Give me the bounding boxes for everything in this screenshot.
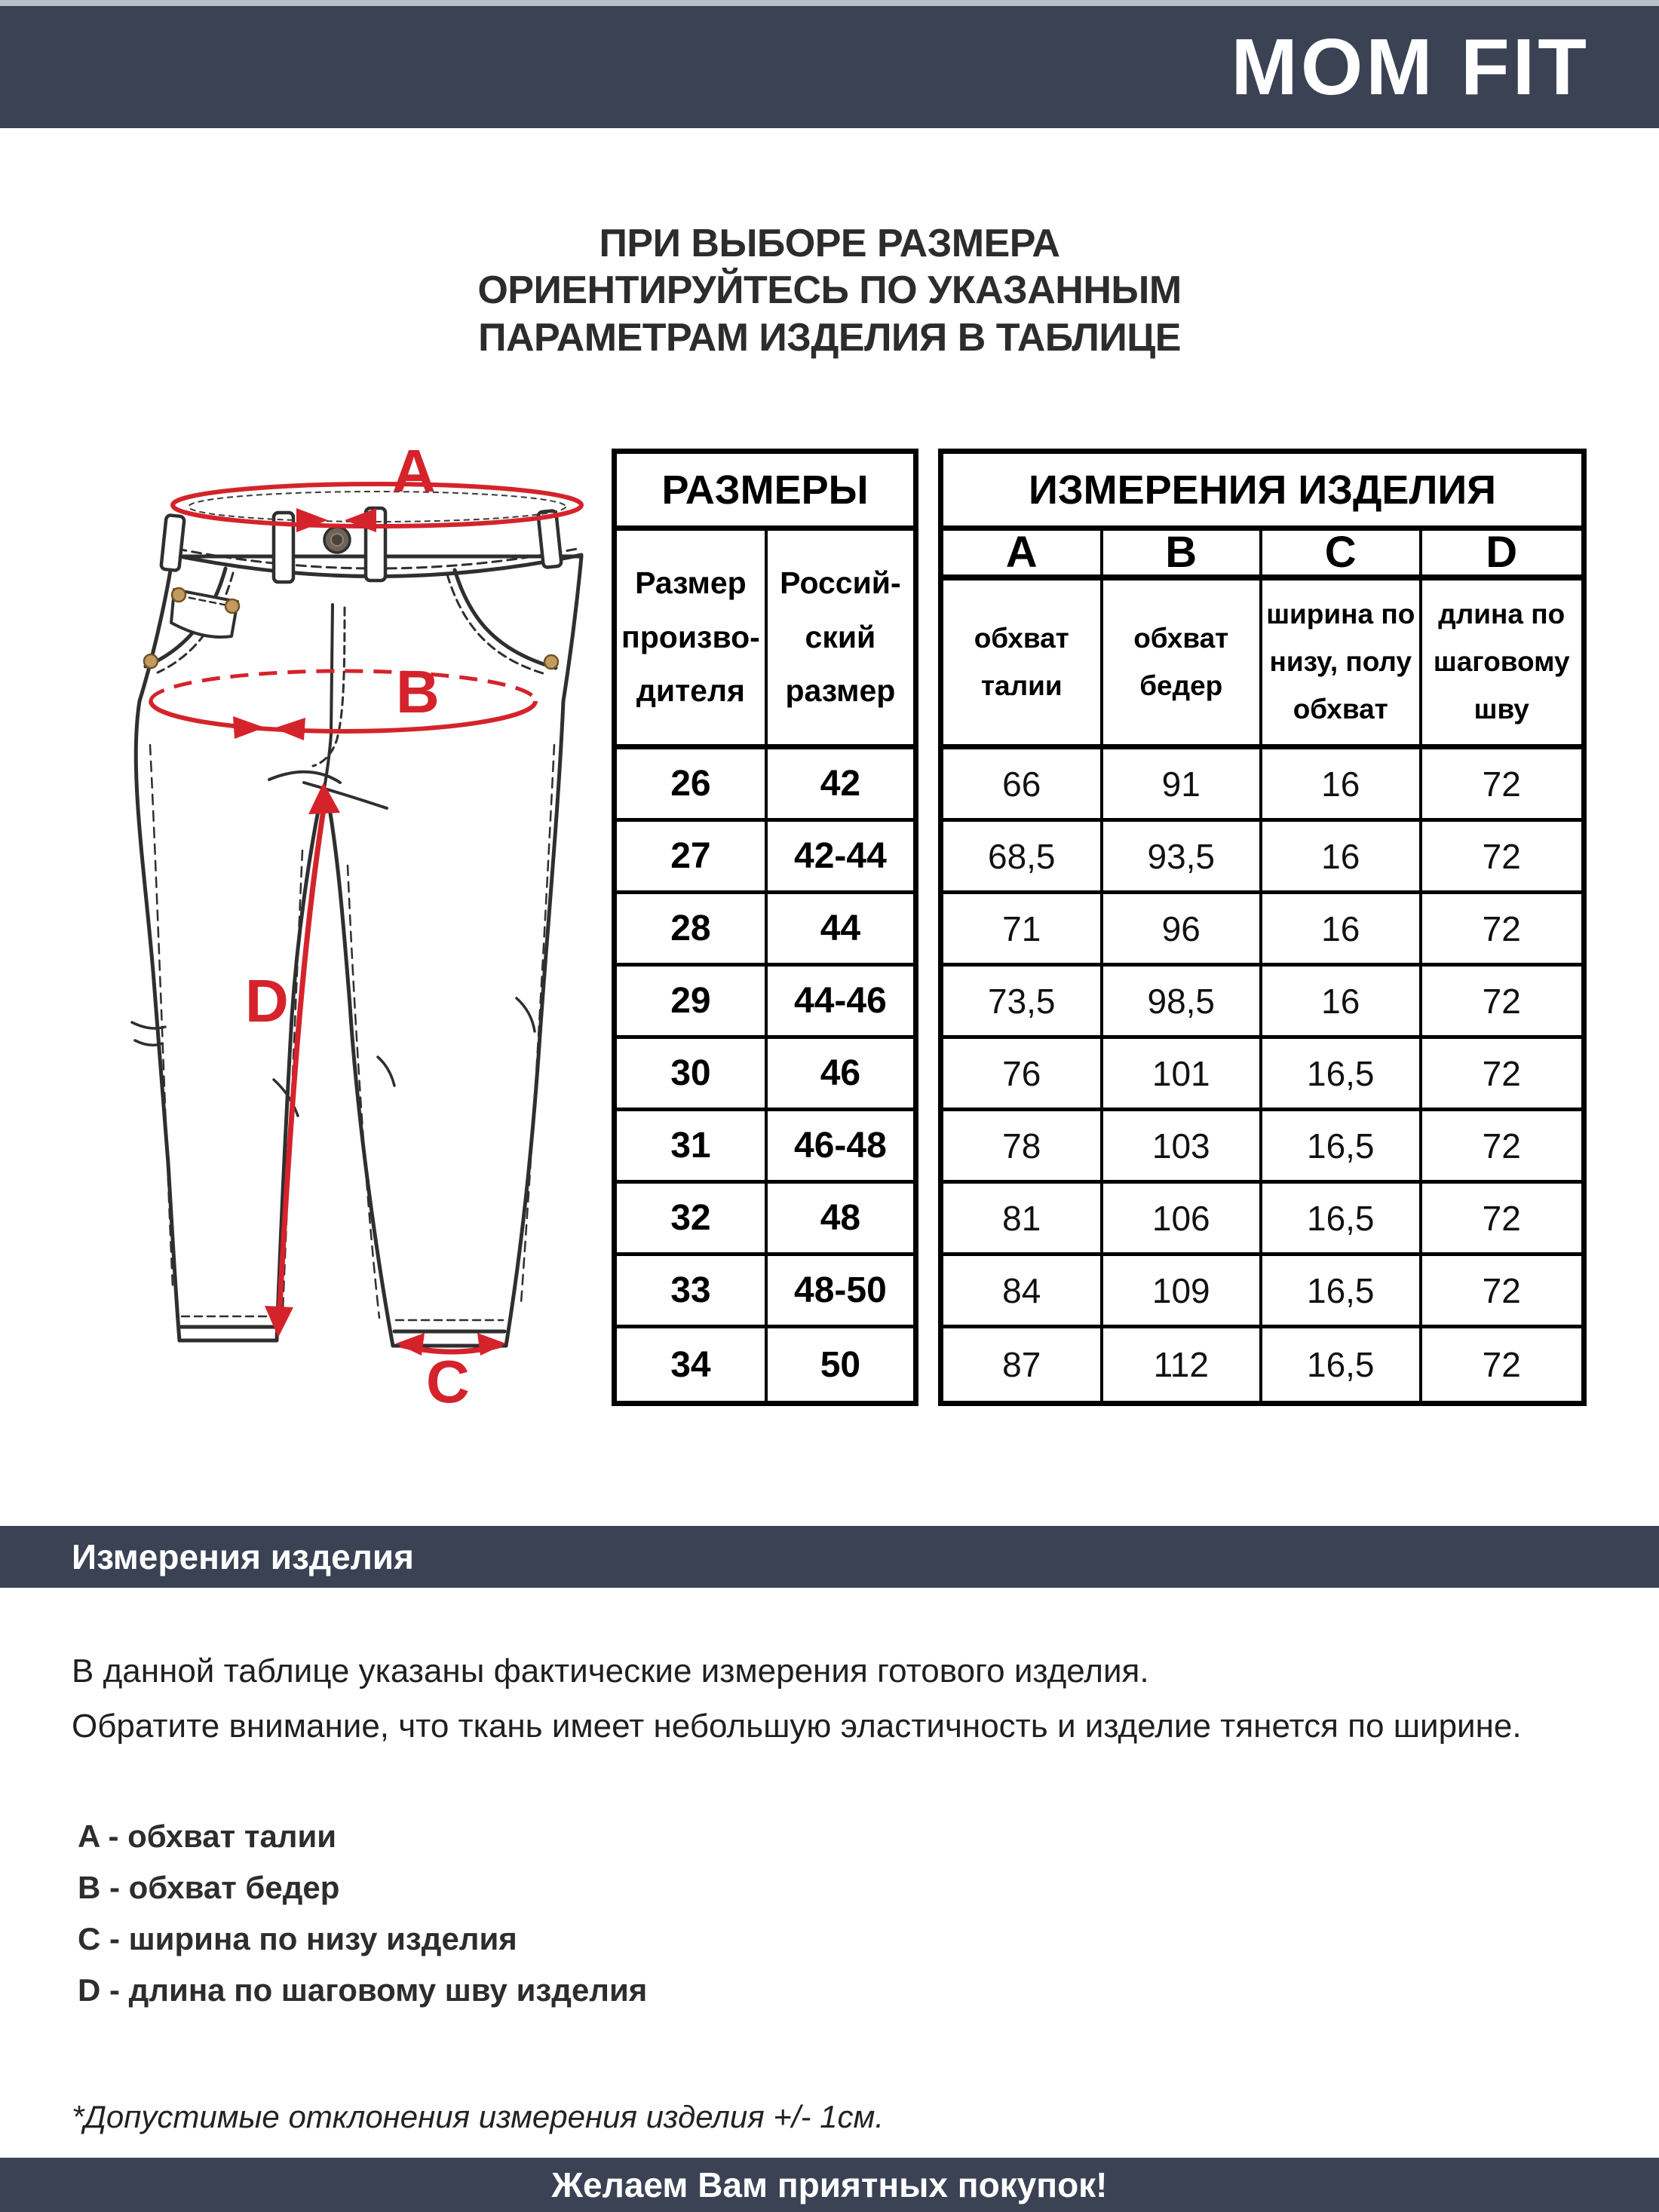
manufacturer-size-cell: 30: [617, 1039, 768, 1111]
jeans-measurement-diagram: [79, 443, 600, 1416]
russian-size-cell: 44: [768, 894, 913, 967]
russian-size-cell: 42-44: [768, 822, 913, 894]
column-letter-d: D: [1422, 531, 1582, 581]
manufacturer-size-cell: 31: [617, 1111, 768, 1184]
column-letter-a: A: [943, 531, 1103, 581]
measure-b-cell: 101: [1103, 1039, 1263, 1111]
measure-c-cell: 16: [1262, 967, 1422, 1039]
measure-c-cell: 16: [1262, 894, 1422, 967]
column-letter-b: B: [1103, 531, 1263, 581]
russian-size-cell: 50: [820, 1344, 861, 1385]
waist-arrow: [296, 508, 328, 532]
rivet: [144, 654, 158, 668]
measure-b-cell: 103: [1103, 1111, 1263, 1184]
measure-c-cell: 16: [1262, 822, 1422, 894]
manufacturer-size-cell: 33: [617, 1256, 768, 1328]
measure-d-label: D: [245, 967, 289, 1034]
rivet: [544, 655, 558, 669]
russian-size-cell: 42: [768, 749, 913, 822]
measure-a-cell: 66: [943, 749, 1103, 822]
measure-b-cell: 106: [1103, 1184, 1263, 1256]
belt-loop: [161, 515, 184, 571]
measure-a-cell: 71: [943, 894, 1103, 967]
measure-legend: [78, 1818, 647, 2024]
measure-b-cell: 109: [1103, 1256, 1263, 1328]
russian-size-cell: 46-48: [768, 1111, 913, 1184]
measure-d-cell: 72: [1422, 1111, 1582, 1184]
manufacturer-size-cell: 34: [617, 1328, 768, 1401]
column-desc-waist: обхват талии: [943, 581, 1103, 749]
measure-c-cell: 16: [1262, 749, 1422, 822]
measure-c-cell: 16,5: [1262, 1256, 1422, 1328]
manufacturer-size-cell: 28: [617, 894, 768, 967]
measure-d-cell: 72: [1422, 822, 1582, 894]
header-bar: [0, 6, 1659, 128]
measure-a-cell: 68,5: [943, 822, 1103, 894]
heading-line-2: ОРИЕНТИРУЙТЕСЬ ПО УКАЗАННЫМ: [477, 268, 1182, 313]
notes-block: [72, 1653, 1565, 1762]
measure-b-cell: 96: [1103, 894, 1263, 967]
measure-a-cell: 87: [943, 1328, 1103, 1401]
manufacturer-size-cell: 27: [617, 822, 768, 894]
sizes-table: [612, 449, 918, 1406]
measurements-table-header: ИЗМЕРЕНИЯ ИЗДЕЛИЯ: [943, 454, 1581, 531]
measure-a-cell: 84: [943, 1256, 1103, 1328]
measure-d-cell: 72: [1422, 967, 1582, 1039]
measure-c-label: C: [426, 1348, 470, 1415]
note-paragraph-1: В данной таблице указаны фактические измерения готового изделия.: [72, 1653, 1149, 1690]
measure-c-cell: 16,5: [1262, 1328, 1422, 1401]
column-desc-hips: обхват бедер: [1103, 581, 1263, 749]
heading-line-1: ПРИ ВЫБОРЕ РАЗМЕРА: [599, 222, 1060, 265]
note-paragraph-2: Обратите внимание, что ткань имеет небольшую эластичность и изделие тянется по ширине.: [72, 1707, 1522, 1745]
measure-d-cell: 72: [1422, 749, 1582, 822]
measure-a-cell: 78: [943, 1111, 1103, 1184]
measure-a-cell: 76: [943, 1039, 1103, 1111]
manufacturer-size-cell: 29: [617, 967, 768, 1039]
measure-a-cell: 73,5: [943, 967, 1103, 1039]
legend-item-b: B - обхват бедер: [78, 1870, 340, 1905]
jeans-button-center: [331, 534, 343, 546]
measure-b-label: B: [396, 658, 440, 725]
manufacturer-size-cell: 32: [617, 1184, 768, 1256]
sizes-table-header: РАЗМЕРЫ: [617, 454, 913, 531]
column-desc-inseam: длина по шаговому шву: [1422, 581, 1582, 749]
measurements-table: [938, 449, 1587, 1406]
column-desc-hem-width: ширина по низу, полу обхват: [1262, 581, 1422, 749]
tolerance-footnote: *Допустимые отклонения измерения изделия +/- 1см.: [72, 2099, 884, 2134]
measure-b-cell: 112: [1103, 1328, 1263, 1401]
column-letter-c: C: [1262, 531, 1422, 581]
measure-d-cell: 72: [1422, 1184, 1582, 1256]
russian-size-cell: 44-46: [768, 967, 913, 1039]
measure-b-cell: 93,5: [1103, 822, 1263, 894]
measure-d-cell: 72: [1422, 1039, 1582, 1111]
measure-c-cell: 16,5: [1262, 1039, 1422, 1111]
manufacturer-size-cell: 26: [617, 749, 768, 822]
measure-c-cell: 16,5: [1262, 1184, 1422, 1256]
column-header-manufacturer-size: Размер произво- дителя: [617, 531, 768, 749]
legend-item-c: C - ширина по низу изделия: [78, 1921, 517, 1956]
rivet: [225, 599, 239, 613]
footer-bar: [0, 2158, 1659, 2212]
measure-d-cell: 72: [1422, 894, 1582, 967]
russian-size-cell: 48: [768, 1184, 913, 1256]
measure-a-cell: 81: [943, 1184, 1103, 1256]
column-header-russian-size: Россий- ский размер: [768, 531, 913, 749]
measure-b-cell: 98,5: [1103, 967, 1263, 1039]
rivet: [172, 588, 186, 602]
jeans-body-outline: [136, 556, 581, 1346]
measure-a-label: A: [392, 443, 436, 504]
russian-size-cell: 46: [768, 1039, 913, 1111]
measure-b-cell: 91: [1103, 749, 1263, 822]
fit-style-title: MOM FIT: [1231, 22, 1590, 112]
measure-d-cell: 72: [1422, 1256, 1582, 1328]
waist-arrow: [345, 508, 376, 532]
heading-line-3: ПАРАМЕТРАМ ИЗДЕЛИЯ В ТАБЛИЦЕ: [478, 315, 1181, 360]
legend-item-a: A - обхват талии: [78, 1818, 337, 1854]
jeans-sketch: [79, 443, 600, 1416]
section-title: Измерения изделия: [72, 1537, 415, 1576]
measurements-section-bar: [0, 1526, 1659, 1588]
measure-c-cell: 16,5: [1262, 1111, 1422, 1184]
intro-heading: [0, 220, 1659, 361]
top-stripe: [0, 0, 1659, 6]
footer-message: Желаем Вам приятных покупок!: [551, 2165, 1108, 2204]
measure-d-cell: 72: [1482, 1345, 1521, 1384]
legend-item-d: D - длина по шаговому шву изделия: [78, 1972, 648, 2008]
russian-size-cell: 48-50: [768, 1256, 913, 1328]
